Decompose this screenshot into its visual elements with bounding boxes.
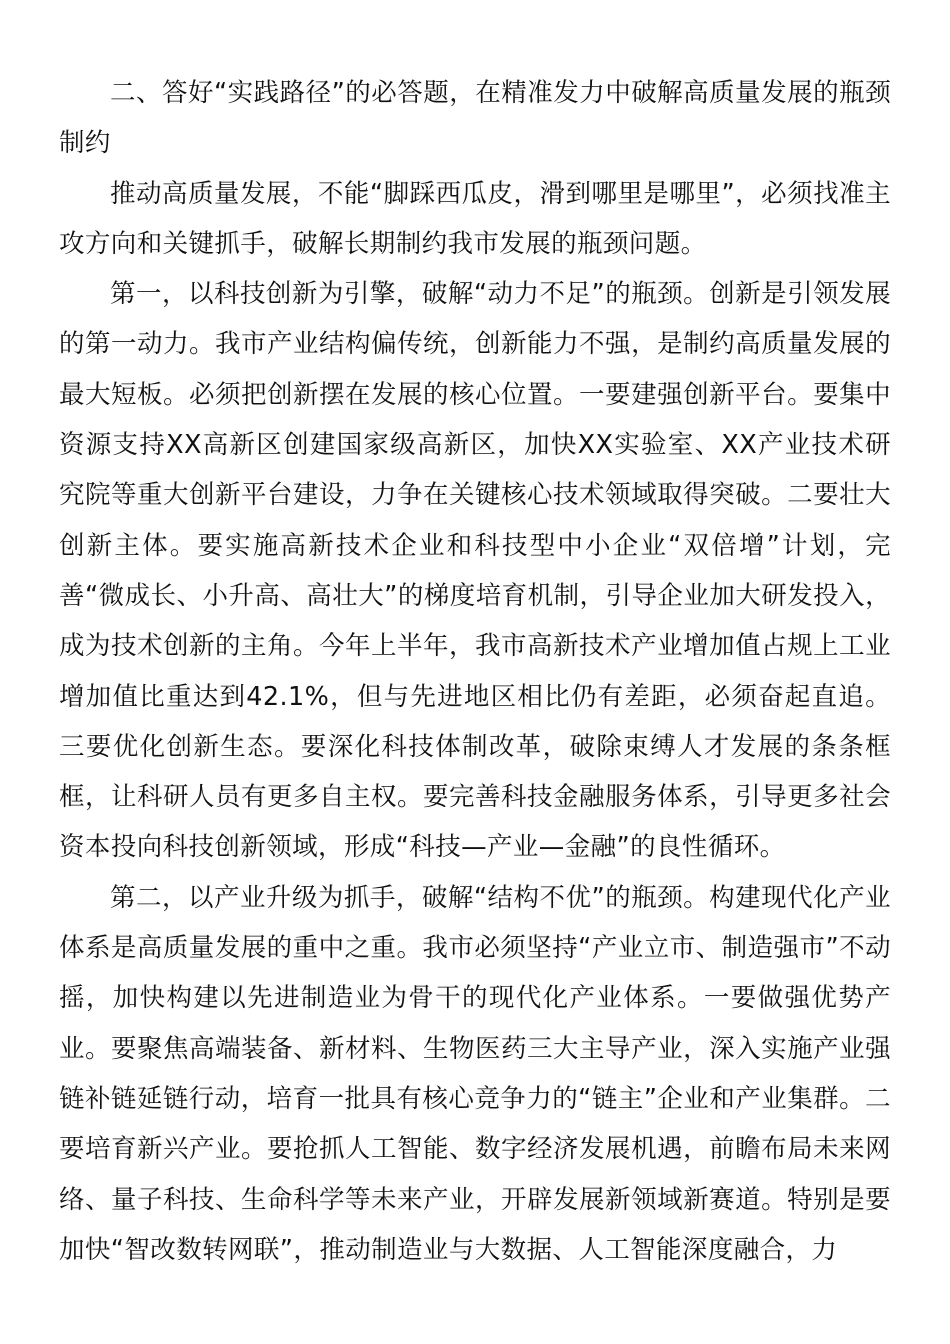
document-body bbox=[59, 68, 891, 1275]
paragraph-innovation: 第一，以科技创新为引擎，破解“动力不足”的瓶颈。创新是引领发展的第一动力。我市产业结构偏传统，创新能力不强，是制约高质量发展的最大短板。必须把创新摆在发展的核心位置。一要建强创新平台。要集中资源支持XX高新区创建国家级高新区，加快XX实验室、XX产业技术研究院等重大创新平台建设，力争在关键核心技术领域取得突破。二要壮大创新主体。要实施高新技术企业和科技型中小企业“双倍增”计划，完善“微成长、小升高、高壮大”的梯度培育机制，引导企业加大研发投入，成为技术创新的主角。今年上半年，我市高新技术产业增加值占规上工业增加值比重达到42.1%，但与先进地区相比仍有差距，必须奋起直追。三要优化创新生态。要深化科技体制改革，破除束缚人才发展的条条框框，让科研人员有更多自主权。要完善科技金融服务体系，引导更多社会资本投向科技创新领域，形成“科技—产业—金融”的良性循环。 bbox=[59, 279, 891, 863]
section-heading: 二、答好“实践路径”的必答题，在精准发力中破解高质量发展的瓶颈制约 bbox=[59, 78, 891, 159]
intro-paragraph: 推动高质量发展，不能“脚踩西瓜皮，滑到哪里是哪里”，必须找准主攻方向和关键抓手，破解长期制约我市发展的瓶颈问题。 bbox=[59, 178, 891, 259]
paragraph-industry: 第二，以产业升级为抓手，破解“结构不优”的瓶颈。构建现代化产业体系是高质量发展的重中之重。我市必须坚持“产业立市、制造强市”不动摇，加快构建以先进制造业为骨干的现代化产业体系。一要做强优势产业。要聚焦高端装备、新材料、生物医药三大主导产业，深入实施产业强链补链延链行动，培育一批具有核心竞争力的“链主”企业和产业集群。二要培育新兴产业。要抢抓人工智能、数字经济发展机遇，前瞻布局未来网络、量子科技、生命科学等未来产业，开辟发展新领域新赛道。特别是要加快“智改数转网联”，推动制造业与大数据、人工智能深度融合，力 bbox=[59, 882, 891, 1265]
